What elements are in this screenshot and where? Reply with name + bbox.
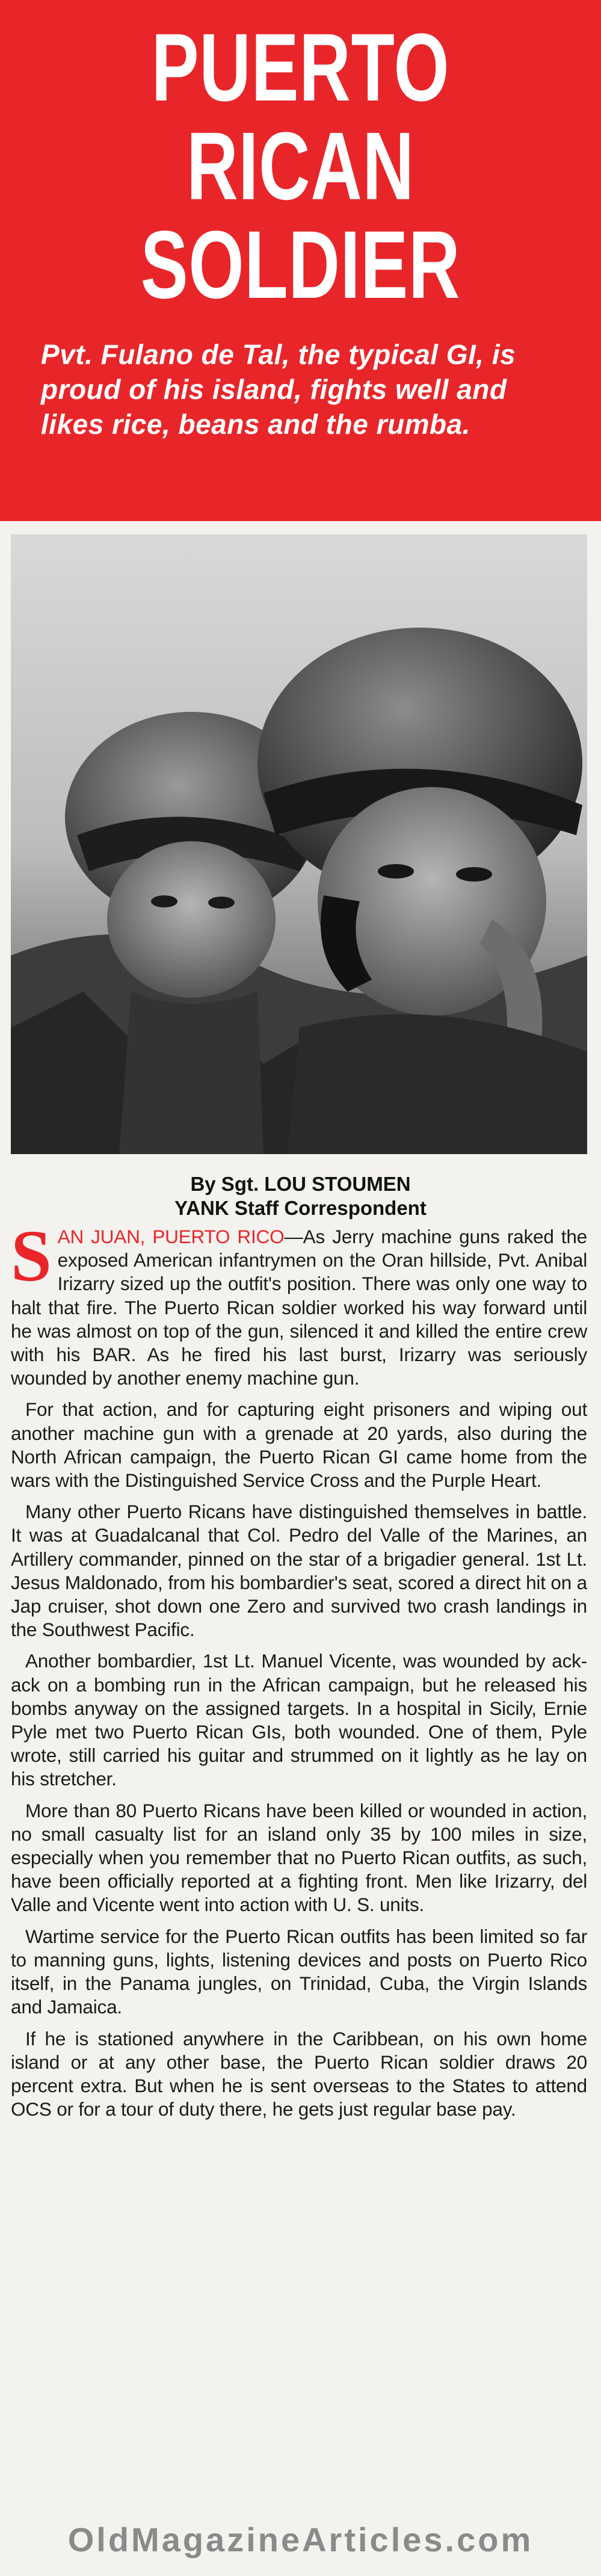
byline [0, 1172, 601, 1220]
article-title [78, 13, 523, 318]
title-line: SOLDIER [140, 211, 461, 318]
drop-cap: S [11, 1215, 52, 1297]
article-subtitle: Pvt. Fulano de Tal, the typical GI, is proud of his island, fights well and likes rice, beans and the rumba. [41, 339, 516, 440]
paragraph-text: —As Jerry machine guns raked the exposed American infantrymen on the Oran hillside, Pvt. Anibal Irizarry sized up the outfit's position. There was only one way to halt that fire. The Puerto Rican soldier worked his way forward until he was almost on top of the gun, silenced it and killed the entire crew with his BAR. As he fired his last burst, Irizarry was seriously wounded by another enemy machine gun. [11, 1226, 587, 1389]
article-paragraph [11, 1215, 587, 1390]
author-role: YANK Staff Correspondent [174, 1197, 427, 1219]
title-line: PUERTO [151, 13, 450, 121]
article-paragraph: If he is stationed anywhere in the Caribbean, on his own home island or at any other base, the Puerto Rican soldier draws 20 percent extra. But when he is sent overseas to the States to attend OCS or for a tour of duty there, he gets just regular base pay. [11, 2027, 587, 2120]
title-line: RICAN [186, 112, 415, 220]
author-name: By Sgt. LOU STOUMEN [190, 1173, 411, 1195]
soldiers-photo-image [11, 534, 587, 1154]
dateline: AN JUAN, PUERTO RICO [57, 1226, 285, 1247]
article-paragraph: For that action, and for capturing eight prisoners and wiping out another machine gun with a grenade at 20 yards, also during the North African campaign, the Puerto Rican GI came home from the wars with the Distinguished Service Cross and the Purple Heart. [11, 1398, 587, 1492]
article-paragraph: Another bombardier, 1st Lt. Manuel Vicente, was wounded by ack-ack on a bombing run in the African campaign, but he released his bombs anyway on the assigned targets. In a hospital in Sicily, Ernie Pyle met two Puerto Rican GIs, both wounded. One of them, Pyle wrote, still carried his guitar and strummed on it lightly as he lay on his stretcher. [11, 1650, 587, 1790]
article-body [11, 1215, 587, 2129]
article-paragraph: Wartime service for the Puerto Rican outfits has been limited so far to manning guns, lights, listening devices and posts on Puerto Rico itself, in the Panama jungles, on Trinidad, Cuba, the Virgin Islands and Jamaica. [11, 1925, 587, 2018]
title-banner [0, 0, 601, 521]
article-paragraph: Many other Puerto Ricans have distinguished themselves in battle. It was at Guadalcanal that Col. Pedro del Valle of the Marines, an Artillery commander, pinned on the star of a brigadier general. 1st Lt. Jesus Maldonado, from his bombardier's seat, scored a direct hit on a Jap cruiser, shot down one Zero and survived two crash landings in the Southwest Pacific. [11, 1501, 587, 1641]
article-paragraph: More than 80 Puerto Ricans have been killed or wounded in action, no small casualty list for an island only 35 by 100 miles in size, especially when you remember that no Puerto Rican outfits, as such, have been officially reported at a fighting front. Men like Irizarry, del Valle and Vicente went into action with U. S. units. [11, 1799, 587, 1916]
site-watermark: OldMagazineArticles.com [67, 2521, 534, 2559]
soldiers-photo [11, 534, 587, 1154]
